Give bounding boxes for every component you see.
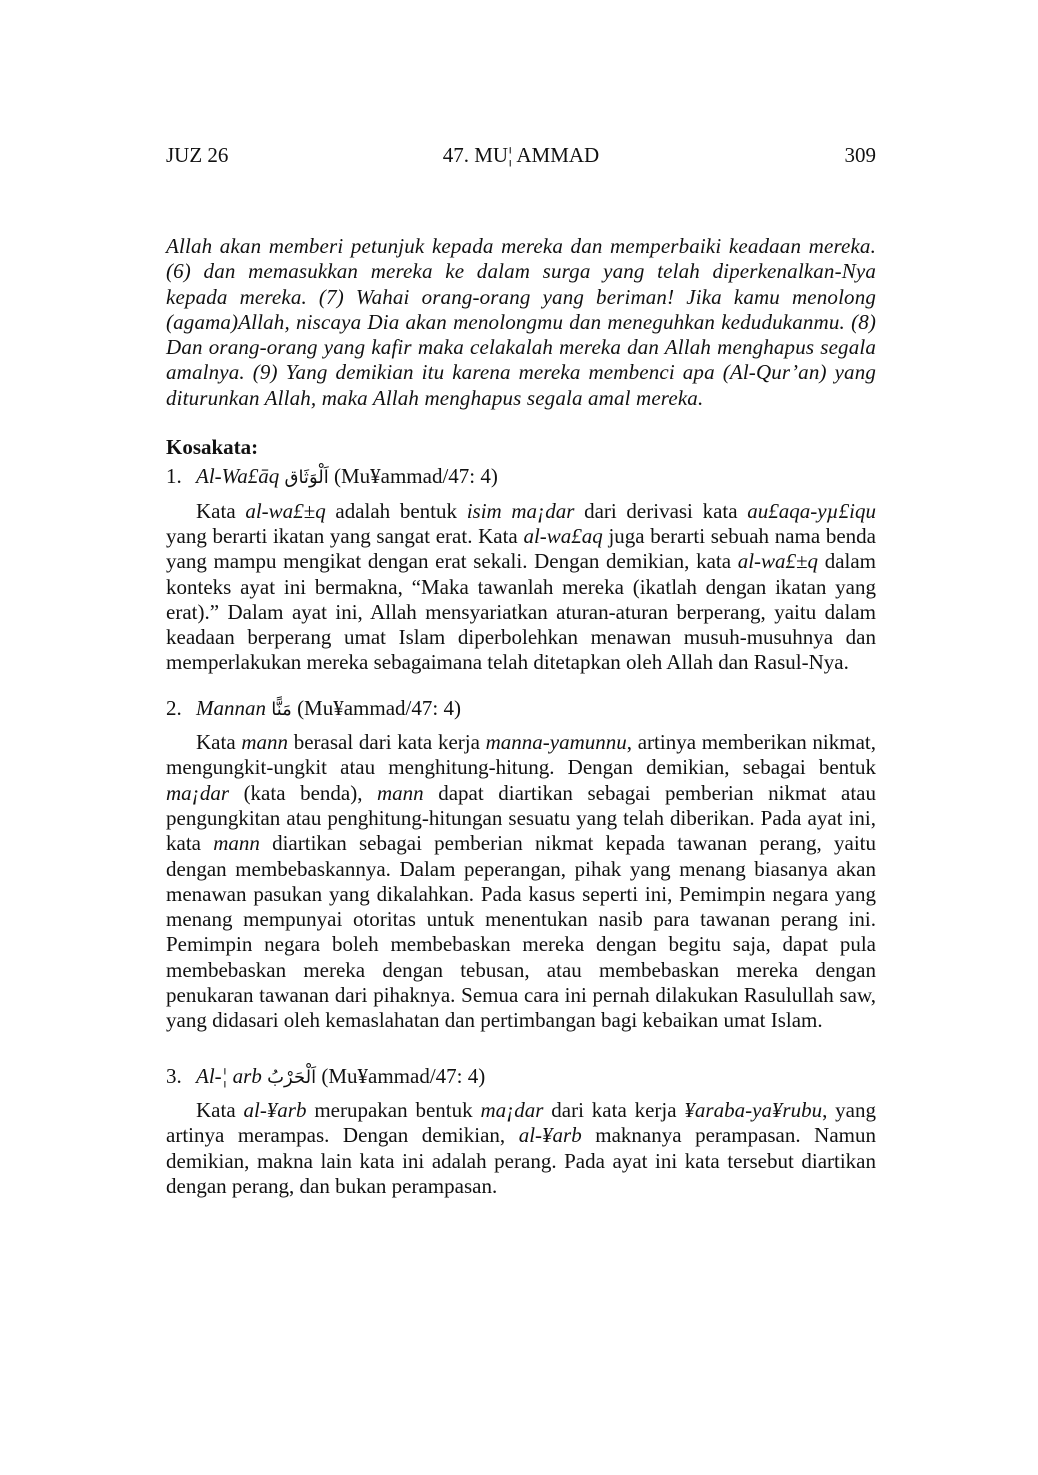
entry-paragraph-2: Kata mann berasal dari kata kerja manna-yamunnu, artinya memberikan nikmat, mengungkit-ungkit atau menghitung-hitung. Dengan demikian, sebagai bentuk ma¡dar (kata benda), mann dapat diartikan sebagai pemberian nikmat atau pengungkitan atau penghitung-hitungan sesuatu yang telah diberikan. Pada ayat ini, kata mann diartikan sebagai pemberian nikmat kepada tawanan perang, yaitu dengan membebaskannya. Dalam peperangan, pihak yang menang biasanya akan menawan pasukan yang dikalahkan. Pada kasus seperti ini, Pemimpin negara yang menang mempunyai otoritas untuk menentukan nasib para tawanan perang ini. Pemimpin negara boleh membebaskan mereka dengan begitu saja, dapat pula membebaskan mereka dengan tebusan, atau membebaskan mereka dengan penukaran tawanan dari pihaknya. Semua cara ini pernah dilakukan Rasulullah saw, yang didasari oleh kemaslahatan dan pertimbangan bagi kebaikan umat Islam. [166, 730, 876, 1033]
page-content [166, 234, 876, 1199]
arabic-term: مَنًّا [271, 698, 292, 720]
verse-translation: Allah akan memberi petunjuk kepada mereka dan memperbaiki keadaan mereka. (6) dan memasukkan mereka ke dalam surga yang telah diperkenalkan-Nya kepada mereka. (7) Wahai orang-orang yang beriman! Jika kamu menolong (agama)Allah, niscaya Dia akan menolongmu dan meneguhkan kedudukanmu. (8) Dan orang-orang yang kafir maka celakalah mereka dan Allah menghapus segala amalnya. (9) Yang demikian itu karena mereka membenci apa (Al-Qur’an) yang diturunkan Allah, maka Allah menghapus segala amal mereka. [166, 234, 876, 410]
entry-title-3 [166, 1064, 876, 1090]
entry-term: Mannan [196, 695, 266, 720]
entry-number: 3. [166, 1063, 182, 1088]
entry-number: 2. [166, 695, 182, 720]
page-number: 309 [844, 143, 876, 167]
arabic-term: اَلْحَرْبُ [267, 1066, 317, 1088]
kosakata-heading: Kosakata: [166, 435, 259, 460]
entry-title-2 [166, 696, 876, 722]
entry-term: Al-Wa£āq [196, 464, 280, 489]
entry-reference: (Mu¥ammad/47: 4) [297, 695, 461, 720]
entry-paragraph-1: Kata al-wa£±q adalah bentuk isim ma¡dar dari derivasi kata au£aqa-yµ£iqu yang berarti ikatan yang sangat erat. Kata al-wa£aq juga berarti sebuah nama benda yang mampu mengikat dengan erat sekali. Dengan demikian, kata al-wa£±q dalam konteks ayat ini bermakna, “Maka tawanlah mereka (ikatlah dengan ikatan yang erat).” Dalam ayat ini, Allah mensyariatkan aturan-aturan berperang, yaitu dalam keadaan berperang umat Islam diperbolehkan menawan musuh-musuhnya dan memperlakukan mereka sebagaimana telah ditetapkan oleh Allah dan Rasul-Nya. [166, 498, 877, 675]
entry-number: 1. [166, 464, 182, 489]
entry-paragraph-3: Kata al-¥arb merupakan bentuk ma¡dar dari kata kerja ¥araba-ya¥rubu, yang artinya merampas. Dengan demikian, al-¥arb maknanya perampasan. Namun demikian, makna lain kata ini adalah perang. Pada ayat ini kata tersebut diartikan dengan perang, dan bukan perampasan. [166, 1097, 877, 1198]
entry-term: Al-¦ arb [196, 1063, 262, 1088]
chapter-title: 47. MU¦ AMMAD [442, 143, 600, 167]
entry-reference: (Mu¥ammad/47: 4) [333, 464, 498, 489]
entry-reference: (Mu¥ammad/47: 4) [321, 1063, 486, 1088]
juz-label: JUZ 26 [166, 143, 229, 167]
running-header [166, 143, 876, 173]
arabic-term: اَلْوَثَاق [284, 467, 329, 489]
entry-title-1 [166, 464, 876, 490]
